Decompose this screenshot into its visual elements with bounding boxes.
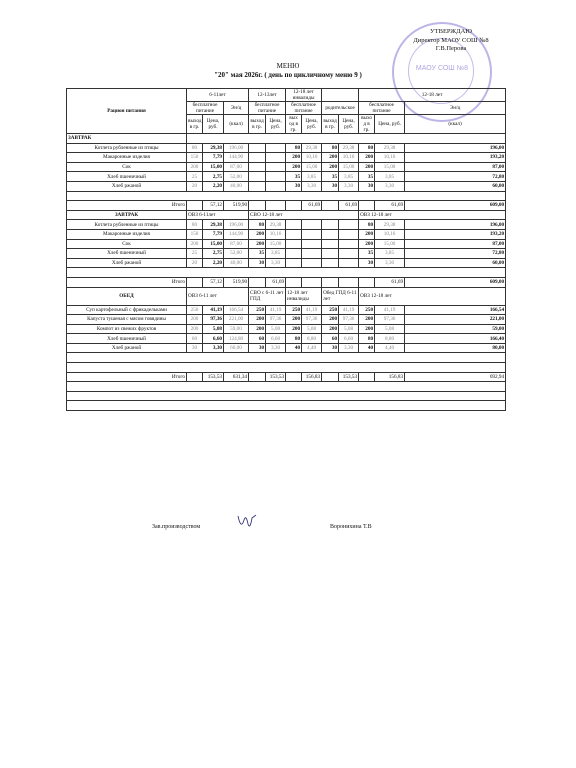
dish-value: 15,00 — [375, 162, 405, 172]
dish-name: Суп картофельный с фрикадельками — [67, 305, 187, 315]
header-out: выхо д в гр. — [359, 115, 375, 134]
dish-value: 7,79 — [203, 153, 224, 163]
dish-value — [266, 162, 286, 172]
dish-value: 15,00 — [375, 239, 405, 249]
dish-value: 5,08 — [339, 324, 359, 334]
header-out: выход в гр. — [249, 115, 266, 134]
dish-value: 30 — [249, 258, 266, 268]
header-price: Цена, руб. — [302, 115, 322, 134]
dish-value — [302, 249, 322, 259]
dish-value: 10,16 — [375, 153, 405, 163]
dish-value: 4,40 — [302, 343, 322, 353]
dish-value — [322, 220, 339, 230]
group-label: СВО 12-18 лет — [249, 210, 359, 220]
dish-value: 196,00 — [405, 143, 506, 153]
dish-value: 200 — [322, 324, 339, 334]
dish-value: 200 — [187, 162, 203, 172]
dish-value: 29,38 — [375, 220, 405, 230]
dish-value — [266, 143, 286, 153]
dish-value: 10,16 — [302, 153, 322, 163]
dish-value: 10,16 — [375, 229, 405, 239]
dish-value: 150 — [187, 229, 203, 239]
dish-value — [322, 229, 339, 239]
dish-value: 3,85 — [375, 172, 405, 182]
dish-row — [67, 343, 506, 353]
dish-row — [67, 258, 506, 268]
dish-value: 20 — [187, 258, 203, 268]
dish-row — [67, 181, 506, 191]
dish-value: 29,38 — [375, 143, 405, 153]
dish-value: 221,00 — [224, 315, 249, 325]
dish-value: 97,36 — [266, 315, 286, 325]
dish-value: 200 — [359, 153, 375, 163]
dish-value — [302, 239, 322, 249]
total-value: 519,90 — [224, 201, 249, 211]
dish-row — [67, 220, 506, 230]
dish-value: 60 — [322, 334, 339, 344]
dish-value: 60 — [187, 334, 203, 344]
section-lunch — [67, 287, 506, 305]
dish-value: 166,54 — [224, 305, 249, 315]
header-energy-2: Эн/ц — [405, 102, 506, 115]
dish-value: 200 — [359, 324, 375, 334]
dish-value: 35 — [359, 249, 375, 259]
dish-value: 124,80 — [224, 334, 249, 344]
dish-value: 41,19 — [203, 305, 224, 315]
dish-value: 6,60 — [266, 334, 286, 344]
dish-value: 80 — [187, 220, 203, 230]
dish-value: 35 — [359, 172, 375, 182]
dish-value: 15,00 — [203, 239, 224, 249]
dish-value: 41,19 — [375, 305, 405, 315]
total-row-breakfast-2 — [67, 277, 506, 287]
dish-value: 35 — [286, 172, 302, 182]
dish-value — [286, 249, 302, 259]
dish-value: 166,54 — [405, 305, 506, 315]
dish-value: 200 — [322, 315, 339, 325]
dish-value — [322, 249, 339, 259]
group-label: Обед ГПД 6-11 лет — [322, 287, 359, 305]
total-value: 153,53 — [339, 372, 359, 382]
dish-value: 200 — [359, 229, 375, 239]
approval-block — [396, 28, 506, 54]
dish-value: 200 — [187, 315, 203, 325]
dish-value: 40 — [359, 343, 375, 353]
dish-value: 3,30 — [339, 343, 359, 353]
dish-name: Сок — [67, 162, 187, 172]
group-label: ОВЗ 12-18 лет — [359, 210, 506, 220]
dish-value: 250 — [187, 305, 203, 315]
dish-value: 200 — [322, 162, 339, 172]
total-value: 156,83 — [302, 372, 322, 382]
header-price: Цена, руб. — [203, 115, 224, 134]
dish-value: 25 — [187, 172, 203, 182]
dish-value: 80 — [286, 334, 302, 344]
dish-row — [67, 315, 506, 325]
dish-value: 3,85 — [375, 249, 405, 259]
dish-row — [67, 229, 506, 239]
dish-value: 221,00 — [405, 315, 506, 325]
header-row-ages — [67, 89, 506, 102]
dish-value: 29,38 — [203, 143, 224, 153]
dish-value: 30 — [322, 181, 339, 191]
dish-value: 200 — [249, 324, 266, 334]
dish-row — [67, 239, 506, 249]
dish-value: 5,08 — [266, 324, 286, 334]
dish-value: 87,00 — [224, 239, 249, 249]
dish-value: 15,00 — [339, 162, 359, 172]
section-title: ЗАВТРАК — [67, 134, 187, 144]
dish-value: 87,00 — [405, 239, 506, 249]
dish-value: 30 — [359, 258, 375, 268]
dish-value: 200 — [187, 324, 203, 334]
dish-name: Хлеб пшеничный — [67, 172, 187, 182]
dish-value: 52,00 — [224, 249, 249, 259]
dish-name: Хлеб пшеничный — [67, 249, 187, 259]
dish-value: 29,38 — [339, 143, 359, 153]
dish-row — [67, 334, 506, 344]
footer-name: Воронихина Т.В — [330, 524, 372, 530]
dish-name: Хлеб ржаной — [67, 343, 187, 353]
dish-value: 196,00 — [405, 220, 506, 230]
spacer-row — [67, 353, 506, 363]
dish-value: 200 — [286, 324, 302, 334]
dish-value: 3,85 — [339, 172, 359, 182]
dish-value: 15,00 — [266, 239, 286, 249]
dish-row — [67, 305, 506, 315]
dish-value: 3,85 — [302, 172, 322, 182]
dish-row — [67, 143, 506, 153]
total-value: 57,12 — [203, 201, 224, 211]
dish-value — [302, 220, 322, 230]
dish-value: 25 — [187, 249, 203, 259]
dish-value: 29,38 — [203, 220, 224, 230]
dish-value: 40,00 — [224, 258, 249, 268]
dish-value: 80 — [286, 143, 302, 153]
dish-value: 200 — [249, 229, 266, 239]
dish-value — [266, 181, 286, 191]
dish-value: 200 — [249, 239, 266, 249]
header-parent: родительское — [322, 102, 359, 115]
dish-value: 80 — [322, 143, 339, 153]
header-blank — [322, 89, 359, 102]
dish-value — [302, 229, 322, 239]
dish-value: 97,36 — [339, 315, 359, 325]
dish-value — [339, 220, 359, 230]
dish-value: 97,36 — [302, 315, 322, 325]
footer-role: Зав.производством — [152, 524, 201, 530]
total-value: 156,83 — [375, 372, 405, 382]
dish-value: 72,80 — [405, 249, 506, 259]
dish-value: 60 — [249, 334, 266, 344]
dish-name: Сок — [67, 239, 187, 249]
dish-name: Котлета рубленные из птицы — [67, 220, 187, 230]
dish-value: 10,16 — [339, 153, 359, 163]
header-free-3: бесплатное питание — [286, 102, 322, 115]
header-price: Цена, руб. — [266, 115, 286, 134]
spacer-row — [67, 391, 506, 401]
dish-value: 6,60 — [339, 334, 359, 344]
total-row-breakfast-1 — [67, 201, 506, 211]
total-value: 692,94 — [405, 372, 506, 382]
dish-value: 144,90 — [224, 229, 249, 239]
header-age-12-13: 12-13лет — [249, 89, 286, 102]
dish-value — [286, 239, 302, 249]
dish-value: 193,20 — [405, 229, 506, 239]
dish-value — [302, 258, 322, 268]
total-value: 519,90 — [224, 277, 249, 287]
dish-value: 30 — [359, 181, 375, 191]
dish-value: 193,20 — [405, 153, 506, 163]
dish-value: 29,38 — [266, 220, 286, 230]
dish-value: 30 — [249, 343, 266, 353]
header-energy-1: Эн/ц — [224, 102, 249, 115]
dish-value: 20 — [187, 181, 203, 191]
header-free-1: бесплатное питание — [187, 102, 224, 115]
dish-value — [339, 249, 359, 259]
dish-value: 200 — [187, 239, 203, 249]
header-price: Цена, руб. — [375, 115, 405, 134]
dish-value: 30 — [286, 181, 302, 191]
spacer-row — [67, 268, 506, 278]
dish-name: Хлеб ржаной — [67, 181, 187, 191]
dish-value — [266, 153, 286, 163]
dish-value: 4,40 — [375, 343, 405, 353]
dish-value: 30 — [187, 343, 203, 353]
dish-value: 250 — [322, 305, 339, 315]
dish-value: 200 — [286, 162, 302, 172]
dish-value: 80 — [359, 220, 375, 230]
dish-value: 8,80 — [302, 334, 322, 344]
section-title: ОБЕД — [67, 287, 187, 305]
approval-title: УТВЕРЖДАЮ — [430, 28, 472, 35]
dish-value: 2,20 — [203, 258, 224, 268]
dish-value — [266, 172, 286, 182]
dish-value: 3,30 — [375, 181, 405, 191]
total-value: 609,00 — [405, 277, 506, 287]
header-age-6-11: 6-11лет — [187, 89, 249, 102]
dish-value — [249, 181, 266, 191]
approval-name: Г.В.Перова — [435, 45, 467, 52]
dish-value: 200 — [359, 162, 375, 172]
dish-value: 41,19 — [339, 305, 359, 315]
dish-value: 40,00 — [224, 181, 249, 191]
dish-row — [67, 162, 506, 172]
dish-value — [339, 239, 359, 249]
dish-value: 5,08 — [302, 324, 322, 334]
signature-mark — [236, 512, 260, 532]
spacer-row — [67, 382, 506, 392]
total-label: Итого — [67, 201, 187, 211]
dish-row — [67, 172, 506, 182]
dish-value — [339, 229, 359, 239]
dish-value: 3,85 — [266, 249, 286, 259]
dish-value: 87,00 — [405, 162, 506, 172]
approval-director: Директор МАОУ СОШ №8 — [413, 36, 489, 44]
dish-value: 80,00 — [405, 343, 506, 353]
spacer-row — [67, 191, 506, 201]
section-breakfast-1 — [67, 134, 506, 144]
dish-value: 41,19 — [302, 305, 322, 315]
dish-value: 144,90 — [224, 153, 249, 163]
group-label: 12-18 лет инвалиды — [286, 287, 322, 305]
dish-value: 196,00 — [224, 143, 249, 153]
dish-value: 40 — [286, 343, 302, 353]
spacer-row — [67, 401, 506, 411]
total-row-lunch — [67, 372, 506, 382]
dish-value — [249, 162, 266, 172]
dish-value: 200 — [286, 315, 302, 325]
header-age-12-18: 12-18 лет — [359, 89, 506, 102]
dish-value — [286, 220, 302, 230]
total-label: Итого — [67, 277, 187, 287]
dish-value: 200 — [359, 315, 375, 325]
dish-value: 60,00 — [405, 258, 506, 268]
total-value: 61,69 — [339, 201, 359, 211]
dish-value: 3,30 — [266, 258, 286, 268]
total-value: 631,34 — [224, 372, 249, 382]
dish-value — [249, 153, 266, 163]
dish-value: 80 — [359, 334, 375, 344]
total-value: 609,00 — [405, 201, 506, 211]
dish-name: Макаронные изделия — [67, 153, 187, 163]
dish-value: 2,75 — [203, 172, 224, 182]
dish-value: 60,00 — [224, 343, 249, 353]
group-label: ОВЗ 6-11 лет — [187, 287, 249, 305]
menu-table — [66, 88, 506, 411]
dish-value: 80 — [249, 220, 266, 230]
dish-value: 59,00 — [224, 324, 249, 334]
dish-value — [249, 172, 266, 182]
dish-value: 60,00 — [405, 181, 506, 191]
total-value: 153,53 — [203, 372, 224, 382]
dish-value: 200 — [359, 239, 375, 249]
dish-value: 30 — [322, 343, 339, 353]
dish-value: 8,80 — [375, 334, 405, 344]
dish-value: 80 — [359, 143, 375, 153]
dish-value: 3,30 — [203, 343, 224, 353]
dish-value: 80 — [187, 143, 203, 153]
total-value: 57,12 — [203, 277, 224, 287]
dish-value: 6,60 — [203, 334, 224, 344]
header-kcal: (ккал) — [405, 115, 506, 134]
dish-value: 2,75 — [203, 249, 224, 259]
dish-value — [339, 258, 359, 268]
dish-value: 35 — [322, 172, 339, 182]
header-ration: Рацион питания — [67, 89, 187, 134]
dish-value: 196,00 — [224, 220, 249, 230]
dish-value: 97,36 — [203, 315, 224, 325]
dish-row — [67, 249, 506, 259]
dish-value: 97,36 — [375, 315, 405, 325]
group-label: СВО с 6-11 лет ГПД — [249, 287, 286, 305]
dish-row — [67, 153, 506, 163]
dish-value: 166,40 — [405, 334, 506, 344]
menu-date: "20" мая 2026г. ( день по цикличному меню 9 ) — [214, 71, 362, 79]
dish-value: 150 — [187, 153, 203, 163]
dish-value: 200 — [322, 153, 339, 163]
dish-value: 41,19 — [266, 305, 286, 315]
dish-name: Хлеб пшеничный — [67, 334, 187, 344]
seal-text: МАОУ СОШ №8 — [415, 65, 469, 72]
dish-value: 2,20 — [203, 181, 224, 191]
dish-value: 200 — [249, 315, 266, 325]
dish-value: 250 — [359, 305, 375, 315]
dish-value: 15,00 — [302, 162, 322, 172]
dish-value: 3,30 — [302, 181, 322, 191]
dish-value: 200 — [286, 153, 302, 163]
dish-value — [249, 143, 266, 153]
dish-name: Компот из свежих фруктов — [67, 324, 187, 334]
dish-value: 7,79 — [203, 229, 224, 239]
dish-value: 72,80 — [405, 172, 506, 182]
total-label: Итого — [67, 372, 187, 382]
dish-value: 250 — [286, 305, 302, 315]
dish-name: Котлета рубленные из птицы — [67, 143, 187, 153]
dish-value: 59,00 — [405, 324, 506, 334]
dish-value: 3,30 — [375, 258, 405, 268]
dish-value: 5,08 — [375, 324, 405, 334]
header-out: выход в гр. — [322, 115, 339, 134]
dish-value: 87,00 — [224, 162, 249, 172]
total-value: 61,69 — [375, 277, 405, 287]
header-age-12-18-disabled: 12-18 лет инвалиды — [286, 89, 322, 102]
header-out: выход в гр. — [187, 115, 203, 134]
dish-value — [322, 258, 339, 268]
dish-row — [67, 324, 506, 334]
dish-value — [286, 229, 302, 239]
dish-value — [286, 258, 302, 268]
dish-name: Капуста тушеная с мясом говядины — [67, 315, 187, 325]
section-breakfast-2 — [67, 210, 506, 220]
header-free-4: бесплатное питание — [359, 102, 405, 115]
total-value: 61,69 — [375, 201, 405, 211]
dish-value: 29,38 — [302, 143, 322, 153]
dish-value: 10,16 — [266, 229, 286, 239]
dish-value: 5,08 — [203, 324, 224, 334]
dish-value: 3,30 — [266, 343, 286, 353]
total-value: 61,69 — [302, 201, 322, 211]
group-label: ОВЗ 12-18 лет — [359, 287, 506, 305]
dish-name: Макаронные изделия — [67, 229, 187, 239]
header-free-2: бесплатное питание — [249, 102, 286, 115]
dish-value: 15,00 — [203, 162, 224, 172]
dish-value: 250 — [249, 305, 266, 315]
header-price: Цена, руб. — [339, 115, 359, 134]
dish-value — [322, 239, 339, 249]
dish-value: 52,00 — [224, 172, 249, 182]
group-label: ОВЗ 6-11лет — [187, 210, 249, 220]
dish-name: Хлеб ржаной — [67, 258, 187, 268]
section-title: ЗАВТРАК — [67, 210, 187, 220]
dish-value: 3,30 — [339, 181, 359, 191]
total-value: 61,69 — [266, 277, 286, 287]
dish-value: 35 — [249, 249, 266, 259]
total-value: 153,53 — [266, 372, 286, 382]
menu-title: МЕНЮ — [276, 62, 300, 70]
header-out: вых од в гр. — [286, 115, 302, 134]
spacer-row — [67, 363, 506, 373]
header-kcal: (ккал) — [224, 115, 249, 134]
